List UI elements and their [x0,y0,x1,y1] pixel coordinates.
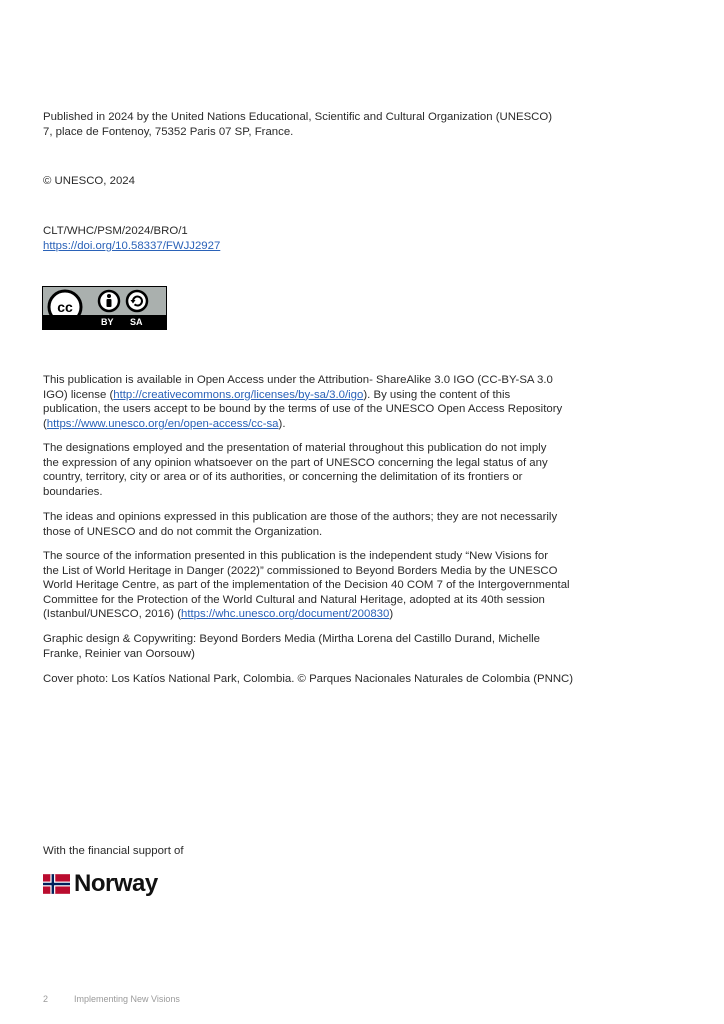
norway-logo-text: Norway [74,870,158,897]
source-line: World Heritage Centre, as part of the implementation of the Decision 40 COM 7 of the Intergovernmental [43,579,570,592]
text-fragment: ) [389,608,394,621]
identifier-block [43,224,618,253]
source-line: Committee for the Protection of the World Cultural and Natural Heritage, adopted at its 40th session [43,593,545,606]
disclaimer-line: The designations employed and the presentation of material throughout this publication do not imply [43,442,547,454]
text-fragment: (Istanbul/UNESCO, 2016) ( [43,608,182,621]
cc-by-sa-license-badge[interactable] [42,286,167,330]
source-paragraph [43,549,618,622]
text-fragment: IGO) license ( [43,388,114,401]
source-line: the List of World Heritage in Danger (2022)” commissioned to Beyond Borders Media by the UNESCO [43,564,558,577]
page-number: 2 [43,994,49,1004]
text-fragment: ( [43,417,47,430]
license-by-label: BY [101,317,114,327]
share-alike-icon [127,291,147,311]
text-fragment: ). [278,417,286,430]
credits-line: Graphic design & Copywriting: Beyond Borders Media (Mirtha Lorena del Castillo Durand, Michelle [43,633,540,645]
creative-commons-link[interactable]: http://creativecommons.org/licenses/by-sa/3.0/igo [113,388,364,401]
open-access-line: This publication is available in Open Access under the Attribution- ShareAlike 3.0 IGO (CC-BY-SA 3.0 [43,374,553,386]
disclaimer-line: country, territory, city or area or of its authorities, or concerning the delimitation of its frontiers or [43,471,523,484]
open-access-line [43,417,618,432]
open-access-paragraph [43,373,618,431]
publisher-address: 7, place de Fontenoy, 75352 Paris 07 SP, France. [43,125,294,138]
copyright-notice [43,174,618,189]
design-credits [43,632,618,661]
cc-logo-text: cc [57,299,73,315]
doi-link[interactable]: https://doi.org/10.58337/FWJJ2927 [43,239,221,252]
disclaimer-line: The ideas and opinions expressed in this publication are those of the authors; they are not necessarily [43,511,558,523]
disclaimer-line: the expression of any opinion whatsoever on the part of UNESCO concerning the legal status of any [43,456,548,469]
document-code: CLT/WHC/PSM/2024/BRO/1 [43,225,188,237]
cover-credit-text: Cover photo: Los Katíos National Park, Colombia. © Parques Nacionales Naturales de Colombia (PNNC) [43,673,574,685]
source-line: The source of the information presented in this publication is the independent study “New Visions for [43,550,549,562]
running-title: Implementing New Visions [74,994,180,1004]
credits-line: Franke, Reinier van Oorsouw) [43,647,195,660]
unesco-open-access-link[interactable]: https://www.unesco.org/en/open-access/cc-sa [46,417,279,430]
whc-document-link[interactable]: https://whc.unesco.org/document/200830 [181,608,390,621]
license-sa-label: SA [130,317,143,327]
financial-support-label [43,844,618,859]
disclaimer-line: those of UNESCO and do not commit the Organization. [43,525,323,538]
designations-disclaimer [43,441,618,499]
source-line [43,607,618,622]
copyright-text: © UNESCO, 2024 [43,175,135,187]
open-access-line [43,388,618,403]
norway-flag-icon [43,874,70,894]
publisher-line-1: Published in 2024 by the United Nations Educational, Scientific and Cultural Organization (UNESCO) [43,111,553,123]
publisher-block [43,110,618,139]
disclaimer-line: boundaries. [43,485,103,498]
support-text: With the financial support of [43,845,184,857]
opinions-disclaimer [43,510,618,539]
text-fragment: ). By using the content of this [363,388,511,401]
open-access-line: publication, the users accept to be bound by the terms of use of the UNESCO Open Access Repository [43,403,563,416]
cover-photo-credit [43,672,618,687]
